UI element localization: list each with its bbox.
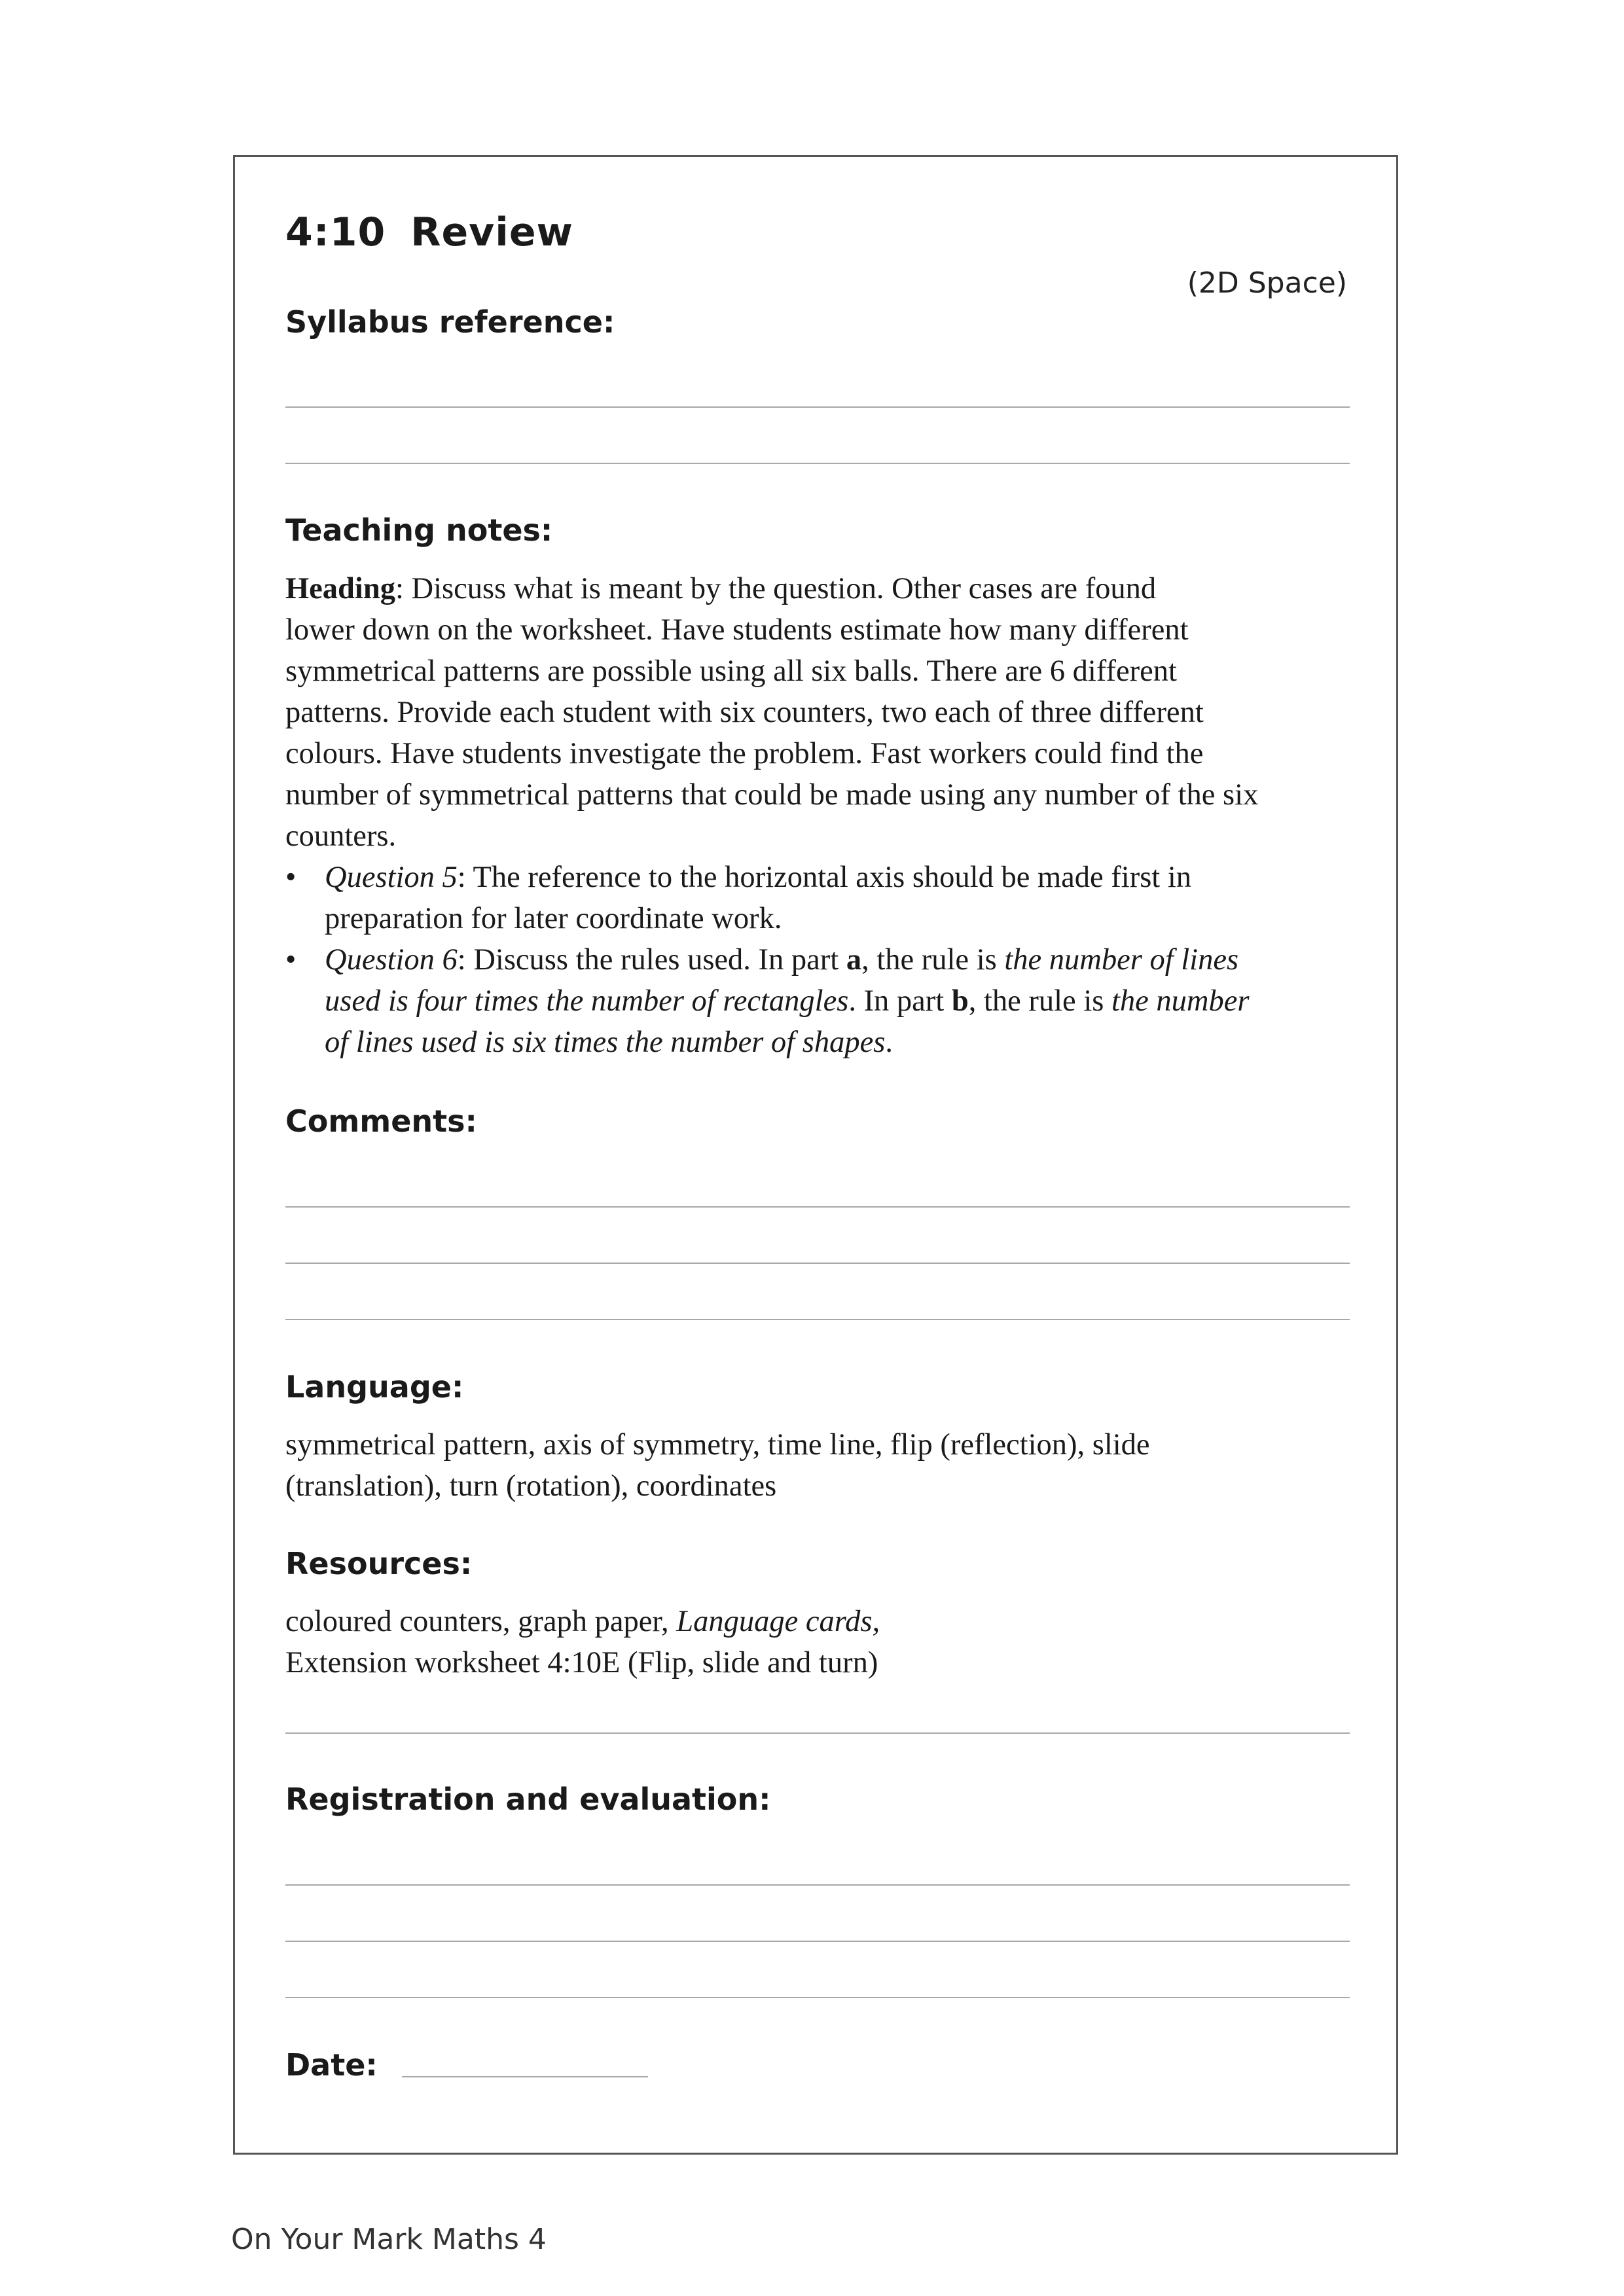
- syllabus-heading: Syllabus reference:: [285, 304, 615, 340]
- teaching-line: lower down on the worksheet. Have students estimate how many different: [285, 613, 1189, 647]
- teaching-notes-body: [285, 568, 1258, 857]
- teaching-line: symmetrical patterns are possible using all six balls. There are 6 different: [285, 655, 1177, 688]
- language-heading: Language:: [285, 1369, 464, 1405]
- date-field[interactable]: [402, 2076, 648, 2077]
- resources-heading: Resources:: [285, 1546, 473, 1581]
- resources-body: coloured counters, graph paper, Language cards, Extension worksheet 4:10E (Flip, slide and turn): [285, 1605, 880, 1679]
- page-frame: [233, 155, 1398, 2155]
- footer-text: On Your Mark Maths 4: [231, 2223, 547, 2256]
- resources-line[interactable]: [285, 1732, 1350, 1734]
- comments-line-1[interactable]: [285, 1206, 1350, 1208]
- subject-label: (2D Space): [1187, 266, 1347, 300]
- registration-heading: Registration and evaluation:: [285, 1782, 771, 1817]
- syllabus-line-1[interactable]: [285, 406, 1350, 408]
- teaching-line: number of symmetrical patterns that could be made using any number of the six: [285, 778, 1259, 812]
- comments-line-2[interactable]: [285, 1263, 1350, 1264]
- teaching-line: patterns. Provide each student with six counters, two each of three different: [285, 696, 1204, 729]
- page-title: [285, 209, 573, 255]
- registration-line-2[interactable]: [285, 1941, 1350, 1942]
- syllabus-line-2[interactable]: [285, 463, 1350, 464]
- teaching-line: Heading: Discuss what is meant by the question. Other cases are found: [285, 572, 1157, 605]
- comments-heading: Comments:: [285, 1103, 477, 1139]
- lesson-number: 4:10: [285, 209, 386, 255]
- registration-line-1[interactable]: [285, 1884, 1350, 1886]
- lesson-title: Review: [410, 209, 573, 255]
- date-label: Date:: [285, 2047, 378, 2083]
- language-body: symmetrical pattern, axis of symmetry, time line, flip (reflection), slide (translation), turn (rotation), coordinates: [285, 1428, 1150, 1503]
- teaching-line: colours. Have students investigate the problem. Fast workers could find the: [285, 737, 1204, 770]
- bullet-icon: •: [285, 861, 297, 894]
- teaching-line: counters.: [285, 819, 397, 853]
- bullet-icon: •: [285, 943, 297, 977]
- comments-line-3[interactable]: [285, 1319, 1350, 1320]
- heading-label: Heading: [285, 572, 395, 605]
- registration-line-3[interactable]: [285, 1997, 1350, 1998]
- teaching-notes-heading: Teaching notes:: [285, 512, 553, 548]
